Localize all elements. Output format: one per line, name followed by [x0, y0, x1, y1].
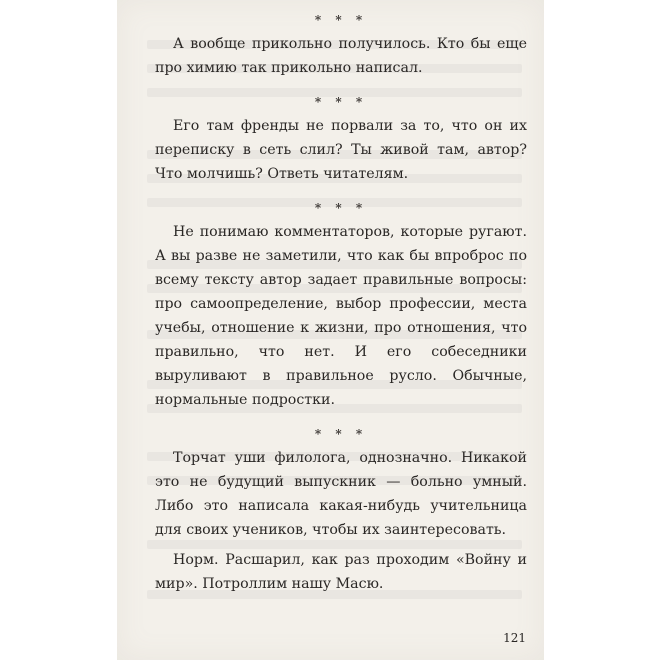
comment-block — [155, 90, 527, 186]
paragraph: Торчат уши филолога, однозначно. Никакой это не будущий выпускник — больно умный. Либо это написала какая-нибудь учительница для своих учеников, чтобы их заинтересовать. — [155, 450, 527, 538]
book-page — [117, 0, 544, 660]
paragraph: Не понимаю комментаторов, которые ругают. А вы разве не заметили, что как бы впроброс по всему тексту автор задает правильные вопросы: про самоопределение, выбор профессии, места учебы, отношение к жизни, про отношения, что правильно, что нет. И его собеседники выруливают в правильное русло. Обычные, нормальные подростки. — [155, 224, 527, 408]
comment-block — [155, 422, 527, 596]
comment-block — [155, 8, 527, 80]
comment-block — [155, 196, 527, 412]
page-text — [155, 8, 527, 596]
section-separator: * * * — [314, 201, 368, 215]
section-separator: * * * — [314, 13, 368, 27]
paragraph: Норм. Расшарил, как раз проходим «Войну и мир». Потроллим нашу Масю. — [155, 552, 527, 592]
paragraph: Его там френды не порвали за то, что он их переписку в сеть слил? Ты живой там, автор? Что молчишь? Ответь читателям. — [155, 118, 527, 182]
section-separator: * * * — [314, 427, 368, 441]
paragraph: А вообще прикольно получилось. Кто бы еще про химию так прикольно написал. — [155, 36, 527, 76]
page-number: 121 — [503, 631, 526, 645]
section-separator: * * * — [314, 95, 368, 109]
